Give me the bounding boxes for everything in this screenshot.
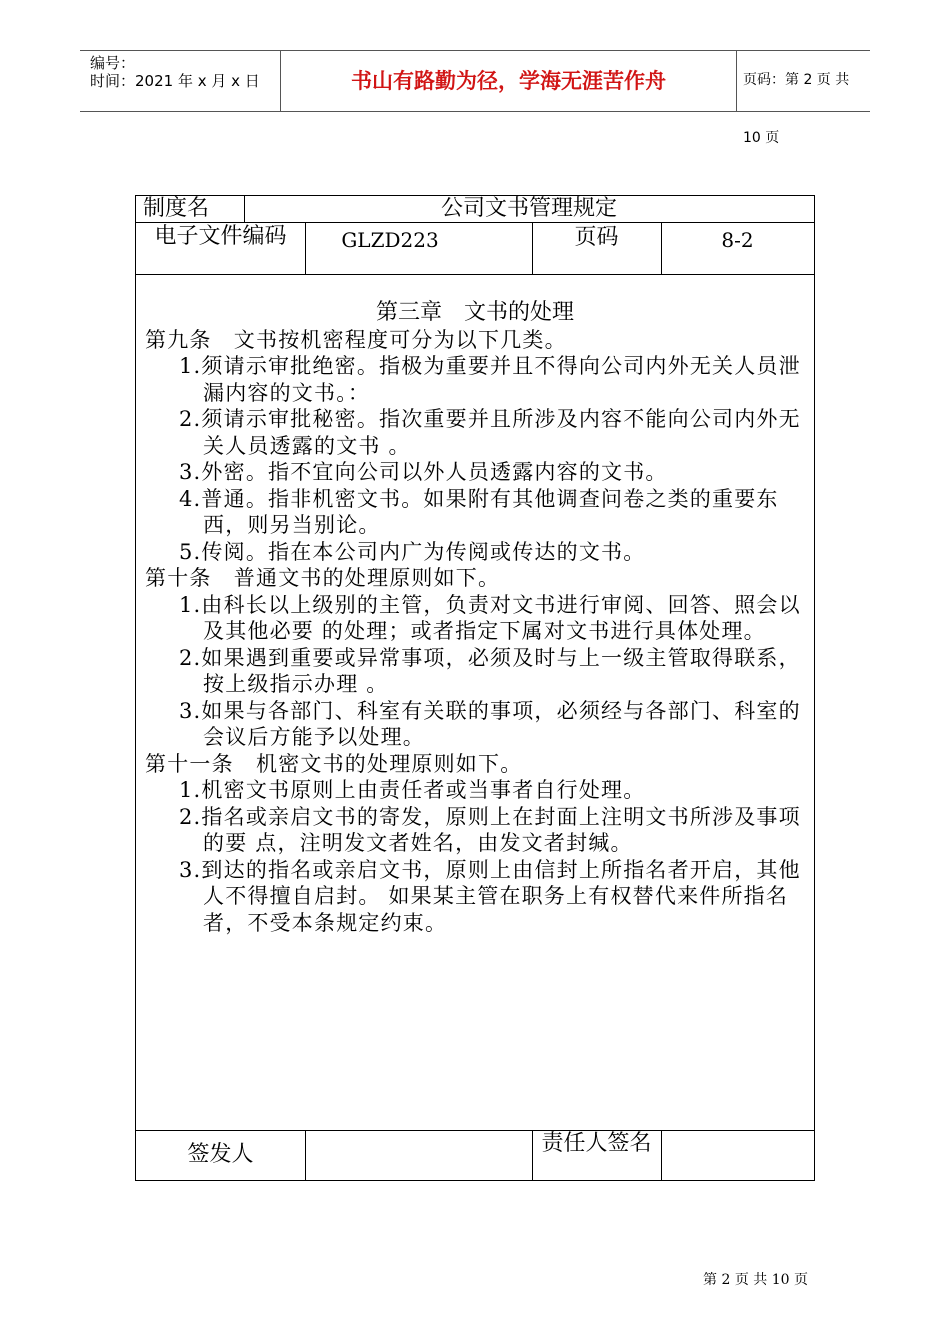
row-divider xyxy=(136,274,814,275)
page-label: 页码 xyxy=(574,225,619,250)
chapter-title: 第三章 文书的处理 xyxy=(375,300,574,325)
article-item: 3.外密。指不宜向公司以外人员透露内容的文书。 xyxy=(179,460,668,484)
article-item: 1.须请示审批绝密。指极为重要并且不得向公司内外无关人员泄漏内容的文书。： xyxy=(179,354,801,405)
row-divider xyxy=(136,222,814,223)
regulation-body xyxy=(145,300,815,936)
col-divider xyxy=(661,1130,662,1180)
article-item: 4.普通。指非机密文书。如果附有其他调查问卷之类的重要东西，则另当别论。 xyxy=(179,486,779,537)
article-title: 第九条 文书按机密程度可分为以下几类。 xyxy=(145,327,567,352)
page-value: 8-2 xyxy=(721,228,754,252)
code-value: GLZD223 xyxy=(341,228,439,252)
number-label: 编号： xyxy=(90,54,136,72)
row-divider xyxy=(136,1130,814,1131)
article xyxy=(145,565,815,751)
article xyxy=(145,327,815,566)
article-item: 5.传阅。指在本公司内广为传阅或传达的文书。 xyxy=(179,539,646,564)
issuer-label: 签发人 xyxy=(187,1142,254,1167)
header-page-label: 页码：第 2 页 共 10 页 xyxy=(743,72,850,146)
article-item: 3.到达的指名或亲启文书，原则上由信封上所指名者开启，其他人不得擅自启封。 如果某主管在职务上有权替代来件所指名者，不受本条规定约束。 xyxy=(179,857,801,935)
time-label: 时间：2021 年 x 月 x 日 xyxy=(90,72,260,90)
article-item: 2.如果遇到重要或异常事项，必须及时与上一级主管取得联系，按上级指示办理 。 xyxy=(179,645,801,696)
header-motto: 书山有路勤为径，学海无涯苦作舟 xyxy=(280,51,737,111)
article-title: 第十条 普通文书的处理原则如下。 xyxy=(145,566,501,590)
article-item: 2.须请示审批秘密。指次重要并且所涉及内容不能向公司内外无关人员透露的文书 。 xyxy=(179,407,801,458)
article-item: 1.由科长以上级别的主管，负责对文书进行审阅、回答、照会以及其他必要 的处理；或者指定下属对文书进行具体处理。 xyxy=(179,592,801,643)
name-value: 公司文书管理规定 xyxy=(440,196,617,221)
article-item: 2.指名或亲启文书的寄发，原则上在封面上注明文书所涉及事项的要 点，注明发文者姓名，由发文者封缄。 xyxy=(179,804,801,855)
page-header xyxy=(80,50,870,146)
article-item: 3.如果与各部门、科室有关联的事项，必须经与各部门、科室的会议后方能予以处理。 xyxy=(179,698,801,749)
article-title: 第十一条 机密文书的处理原则如下。 xyxy=(145,751,523,776)
col-divider xyxy=(305,1130,306,1180)
article xyxy=(145,751,815,937)
header-meta xyxy=(80,51,280,111)
name-label: 制度名 xyxy=(142,196,209,221)
footer-page-number: 第 2 页 共 10 页 xyxy=(703,1272,808,1288)
code-label: 电子文件编码 xyxy=(154,224,287,249)
responsible-label: 责任人签名 xyxy=(541,1131,652,1156)
article-item: 1.机密文书原则上由责任者或当事者自行处理。 xyxy=(179,778,646,802)
